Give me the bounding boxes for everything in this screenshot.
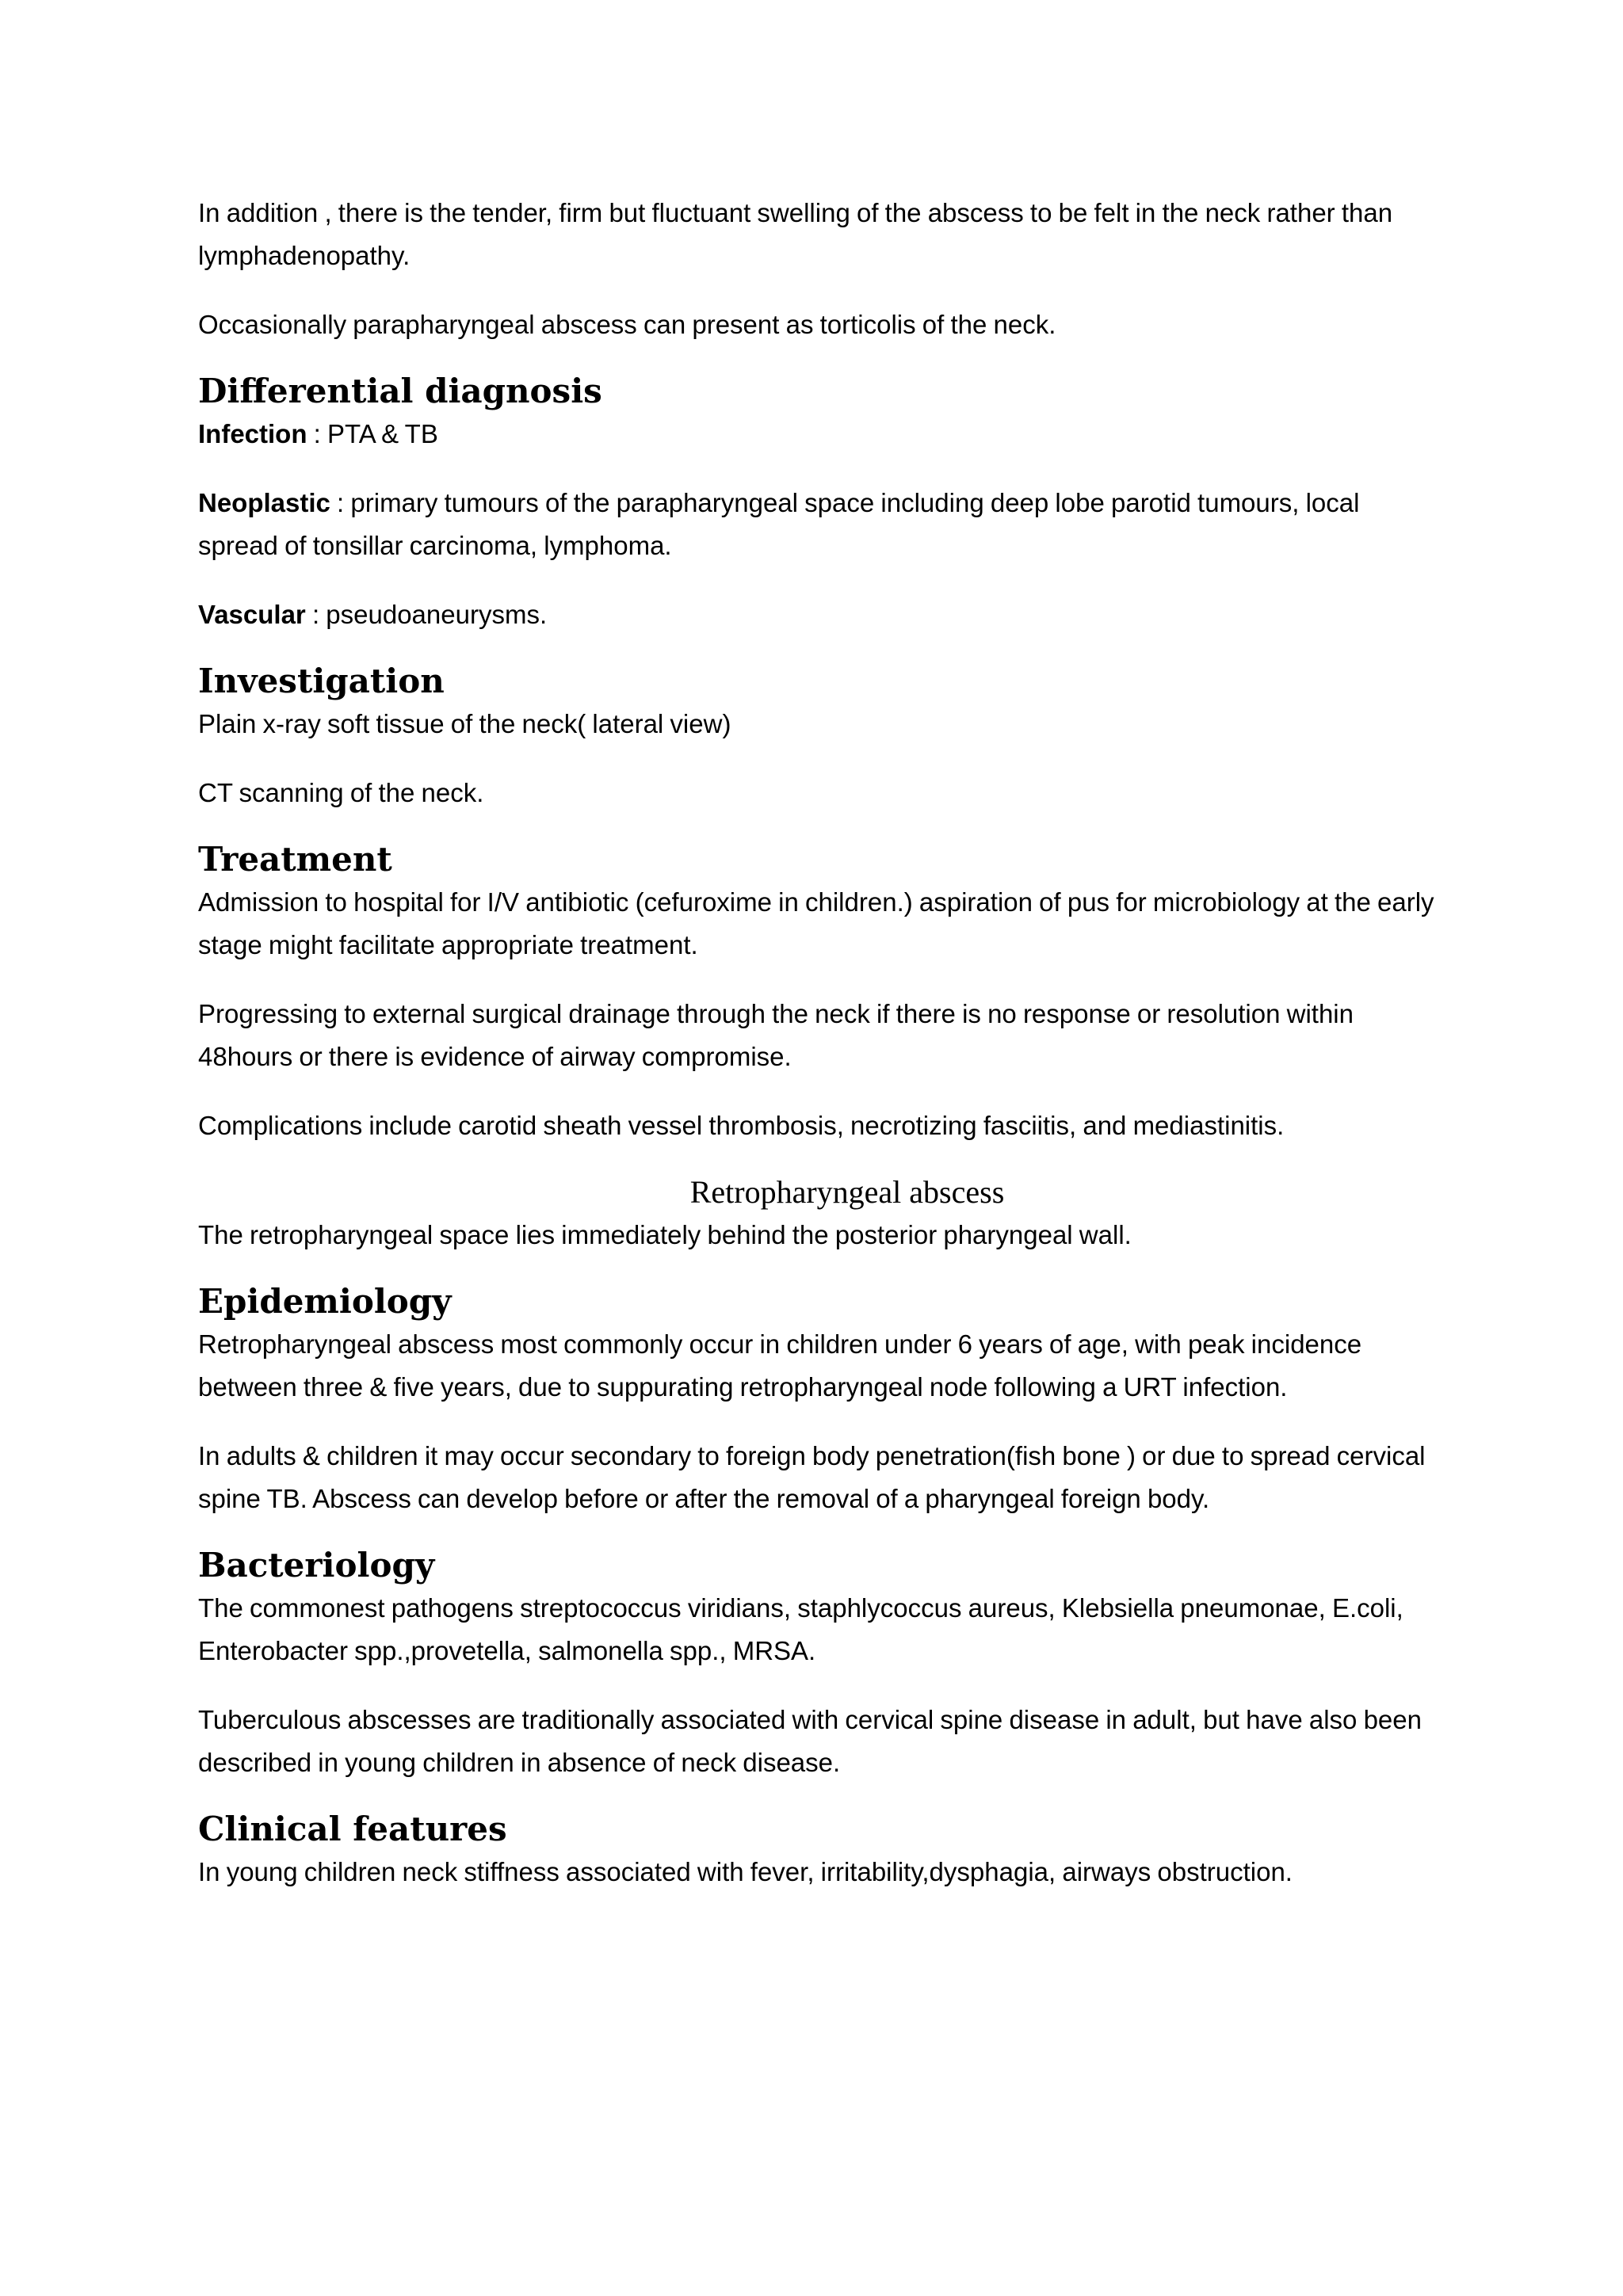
paragraph-investigation-ct: CT scanning of the neck. — [198, 778, 484, 807]
differential-text-neoplastic: : primary tumours of the parapharyngeal space including deep lobe parotid tumours, local spread of tonsillar carcinoma, lymphoma. — [198, 488, 1360, 560]
paragraph-investigation-xray: Plain x-ray soft tissue of the neck( lateral view) — [198, 709, 731, 738]
differential-text-infection: : PTA & TB — [307, 419, 438, 448]
heading-treatment: Treatment — [198, 840, 392, 879]
term-infection: Infection — [198, 419, 307, 448]
paragraph-intro-torticolis: Occasionally parapharyngeal abscess can present as torticolis of the neck. — [198, 310, 1056, 339]
section-title-retropharyngeal-abscess: Retropharyngeal abscess — [689, 1174, 1005, 1210]
paragraph-bacteriology-tuberculous: Tuberculous abscesses are traditionally associated with cervical spine disease in adult, but have also been described in young children in absence of neck disease. — [198, 1705, 1422, 1777]
differential-item-neoplastic — [198, 482, 1441, 567]
heading-clinical-features: Clinical features — [198, 1810, 507, 1848]
paragraph-intro-swelling: In addition , there is the tender, firm but fluctuant swelling of the abscess to be felt in the neck rather than lymphadenopathy. — [198, 198, 1393, 270]
paragraph-epidemiology-children: Retropharyngeal abscess most commonly occur in children under 6 years of age, with peak incidence between three & five years, due to suppurating retropharyngeal node following a URT infection. — [198, 1329, 1362, 1402]
term-neoplastic: Neoplastic — [198, 488, 330, 517]
differential-item-vascular — [198, 593, 1441, 636]
heading-epidemiology: Epidemiology — [198, 1282, 452, 1321]
paragraph-epidemiology-adults: In adults & children it may occur secondary to foreign body penetration(fish bone ) or due to spread cervical spine TB. Abscess can develop before or after the removal of a pharyngeal foreign body. — [198, 1441, 1426, 1513]
term-vascular: Vascular — [198, 600, 306, 629]
differential-text-vascular: : pseudoaneurysms. — [305, 600, 548, 629]
paragraph-clinical-children: In young children neck stiffness associated with fever, irritability,dysphagia, airways obstruction. — [198, 1857, 1293, 1886]
heading-differential-diagnosis: Differential diagnosis — [198, 372, 602, 410]
differential-item-infection — [198, 413, 1441, 456]
paragraph-bacteriology-pathogens: The commonest pathogens streptococcus viridians, staphlycoccus aureus, Klebsiella pneumonae, E.coli, Enterobacter spp.,provetella, salmonella spp., MRSA. — [198, 1593, 1403, 1665]
heading-bacteriology: Bacteriology — [198, 1546, 435, 1585]
paragraph-treatment-drainage: Progressing to external surgical drainage through the neck if there is no response or resolution within 48hours or there is evidence of airway compromise. — [198, 999, 1354, 1071]
paragraph-treatment-admission: Admission to hospital for I/V antibiotic (cefuroxime in children.) aspiration of pus for microbiology at the early stage might facilitate appropriate treatment. — [198, 887, 1434, 959]
paragraph-treatment-complications: Complications include carotid sheath vessel thrombosis, necrotizing fasciitis, and mediastinitis. — [198, 1111, 1285, 1140]
heading-investigation: Investigation — [198, 662, 445, 700]
paragraph-retro-intro: The retropharyngeal space lies immediately behind the posterior pharyngeal wall. — [198, 1220, 1132, 1249]
